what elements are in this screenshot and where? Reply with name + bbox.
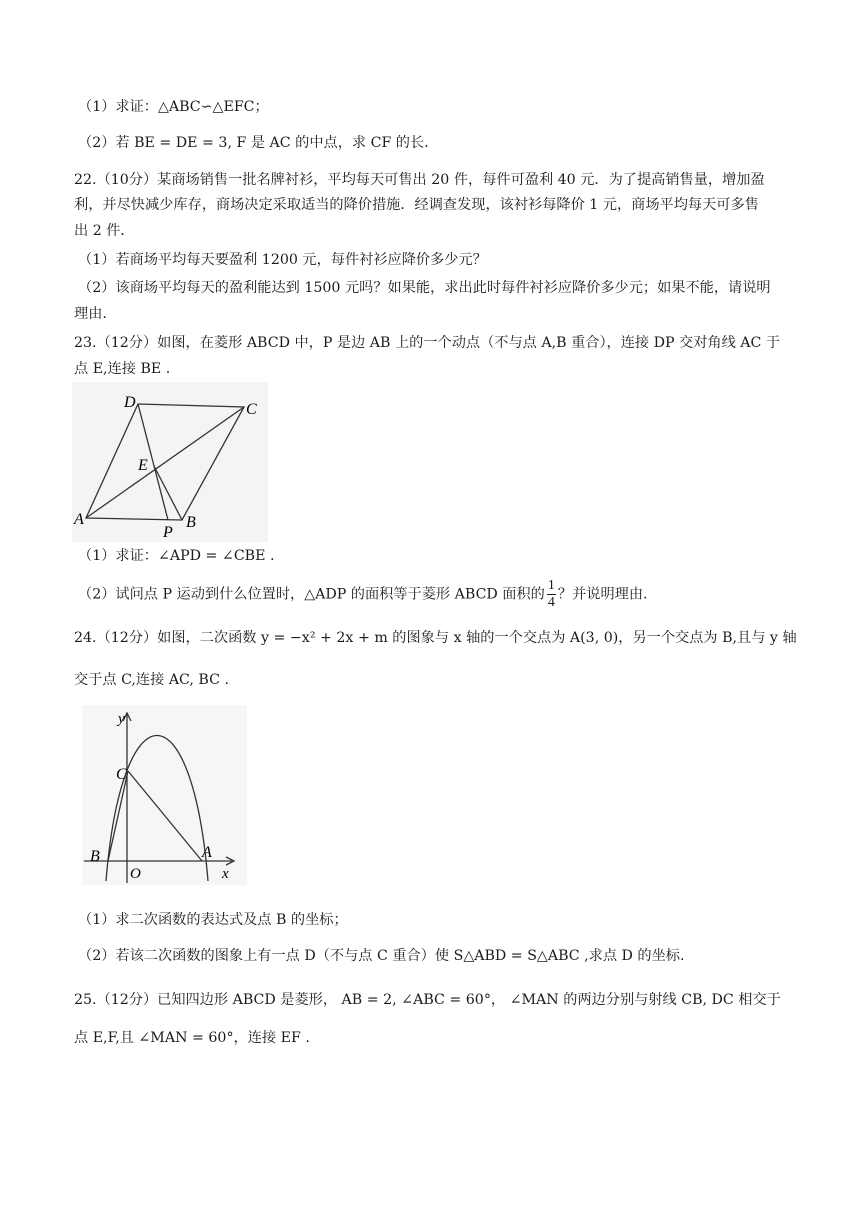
q22-part2-line1: （2）该商场平均每天的盈利能达到 1500 元吗？如果能，求出此时每件衬衫应降价多少元；如果不能，请说明 <box>78 280 771 296</box>
q25-stem-line1: 25.（12分）已知四边形 ABCD 是菱形， AB = 2, ∠ABC = 60°， ∠MAN 的两边分别与射线 CB, DC 相交于 <box>74 992 781 1008</box>
rhombus-figure <box>72 382 268 542</box>
q21-part2: （2）若 BE = DE = 3, F 是 AC 的中点，求 CF 的长. <box>78 135 429 151</box>
parabola-figure <box>82 705 247 885</box>
label-x: x <box>222 866 229 882</box>
q25-stem-line2: 点 E,F,且 ∠MAN = 60°，连接 EF . <box>74 1030 310 1046</box>
q24-part1: （1）求二次函数的表达式及点 B 的坐标； <box>78 912 348 928</box>
label-C2: C <box>116 766 127 783</box>
q23-stem-line2: 点 E,连接 BE . <box>74 361 171 377</box>
label-y: y <box>118 711 125 727</box>
q23-part2 <box>74 578 800 611</box>
q22-part2-line2: 理由. <box>74 306 107 322</box>
q23-part2-before: （2）试问点 P 运动到什么位置时，△ADP 的面积等于菱形 ABCD 面积的 <box>78 586 545 603</box>
label-A2: A <box>202 844 212 861</box>
q23-part1: （1）求证：∠APD = ∠CBE . <box>78 548 275 564</box>
q24-stem-line2: 交于点 C,连接 AC, BC . <box>74 672 229 688</box>
label-D: D <box>124 394 136 411</box>
q22-part1: （1）若商场平均每天要盈利 1200 元，每件衬衫应降价多少元？ <box>78 252 487 268</box>
q22-stem-line3: 出 2 件． <box>74 223 135 239</box>
label-E: E <box>138 457 148 474</box>
label-P: P <box>163 524 173 541</box>
q24-stem-line1: 24.（12分）如图，二次函数 y = −x² + 2x + m 的图象与 x 轴的一个交点为 A(3, 0)，另一个交点为 B,且与 y 轴 <box>74 630 797 646</box>
label-A: A <box>74 511 84 528</box>
q22-stem-line2: 利，并尽快减少库存，商场决定采取适当的降价措施．经调查发现，该衬衫每降价 1 元，商场平均每天可多售 <box>74 197 759 213</box>
q22-stem-line1: 22.（10分）某商场销售一批名牌衬衫，平均每天可售出 20 件，每件可盈利 40 元．为了提高销售量，增加盈 <box>74 172 765 188</box>
label-C: C <box>246 401 257 418</box>
label-B2: B <box>90 848 100 865</box>
q23-part2-after: ？并说明理由. <box>557 586 648 603</box>
label-B: B <box>186 514 196 531</box>
label-O: O <box>130 866 141 882</box>
q23-stem-line1: 23.（12分）如图，在菱形 ABCD 中，P 是边 AB 上的一个动点（不与点 A,B 重合），连接 DP 交对角线 AC 于 <box>74 335 781 351</box>
q21-part1: （1）求证：△ABC∽△EFC； <box>78 99 269 115</box>
q24-part2: （2）若该二次函数的图象上有一点 D（不与点 C 重合）使 S△ABD = S△ABC ,求点 D 的坐标. <box>78 948 685 964</box>
fraction-one-quarter: $\frac{1}{4}$ <box>547 578 555 610</box>
